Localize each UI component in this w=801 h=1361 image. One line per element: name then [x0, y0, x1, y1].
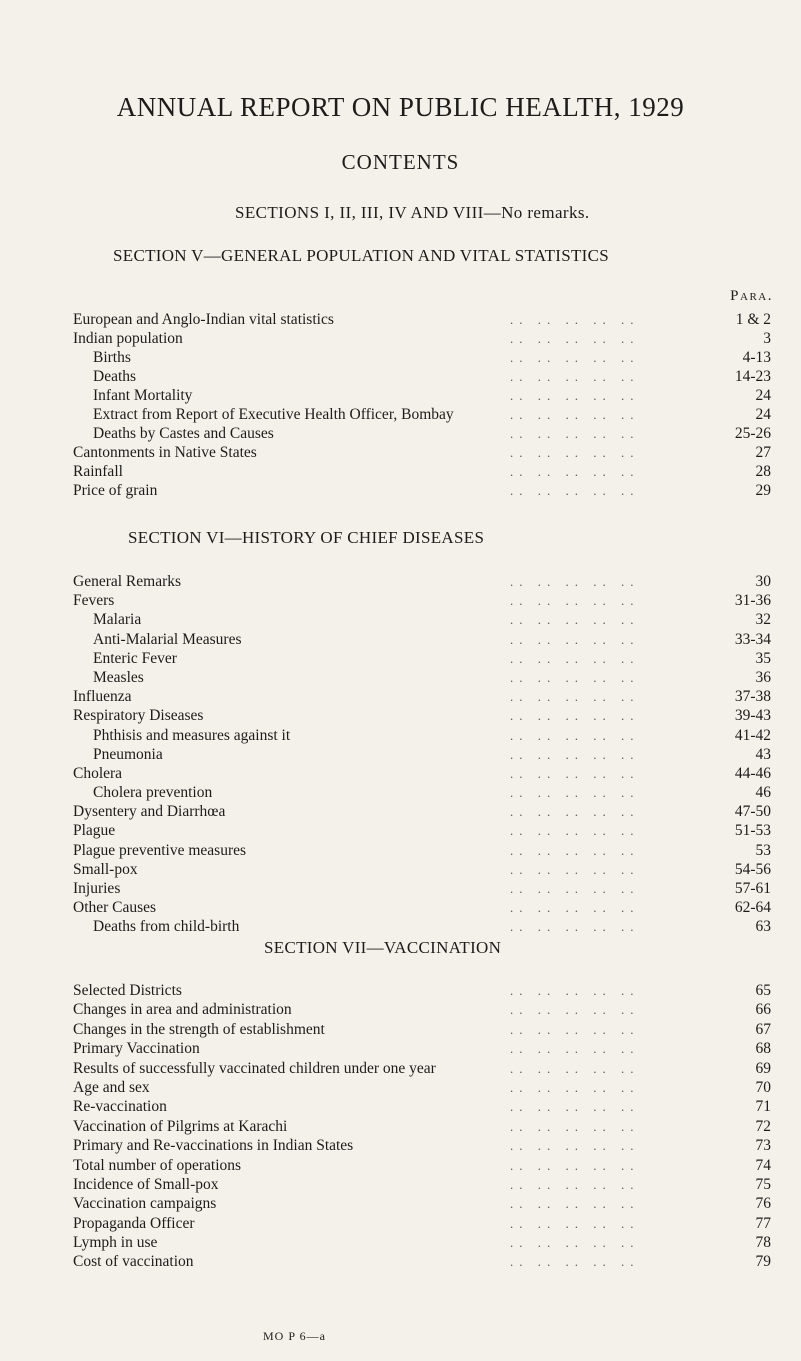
entry-label: Other Causes	[73, 899, 157, 917]
entry-label: Deaths	[93, 368, 137, 385]
entry-label: Plague preventive measures	[73, 841, 247, 859]
entry-label: Price of grain	[73, 482, 158, 499]
entry-para-number: 71	[755, 1098, 771, 1116]
sections-note: SECTIONS I, II, III, IV AND VIII—No remarks.	[235, 203, 590, 222]
entry-label: Primary Vaccination	[73, 1040, 200, 1058]
leader-dots: .. .. .. .. ..	[510, 574, 640, 589]
entry-para-number: 66	[755, 1001, 771, 1019]
entry-label: Extract from Report of Executive Health Officer, Bombay	[93, 406, 454, 423]
entry-para-number: 24	[755, 406, 771, 423]
entry-label: Re-vaccination	[73, 1098, 167, 1116]
entry-label: Measles	[93, 668, 144, 686]
entry-para-number: 41-42	[734, 726, 771, 744]
contents-entry	[0, 1039, 801, 1058]
leader-dots: .. .. .. .. ..	[510, 765, 640, 781]
leader-dots: .. .. .. .. ..	[510, 1138, 640, 1154]
contents-entry	[0, 802, 801, 821]
contents-entry	[0, 764, 801, 783]
leader-dots: .. .. .. .. ..	[510, 983, 640, 998]
contents-entry	[0, 726, 801, 745]
entry-label: Pneumonia	[93, 745, 163, 763]
entry-para-number: 24	[755, 387, 771, 404]
entry-label: General Remarks	[73, 573, 182, 590]
leader-dots: .. .. .. .. ..	[510, 900, 640, 916]
contents-entry	[0, 687, 801, 706]
entry-para-number: 75	[755, 1175, 771, 1193]
contents-entry	[0, 1175, 801, 1194]
contents-entry	[0, 1136, 801, 1155]
entry-label: Cantonments in Native States	[73, 444, 257, 461]
leader-dots: .. .. .. .. ..	[510, 1041, 640, 1057]
leader-dots: .. .. .. .. ..	[510, 1215, 640, 1231]
leader-dots: .. .. .. .. ..	[510, 1254, 640, 1270]
contents-entry	[0, 405, 801, 424]
leader-dots: .. .. .. .. ..	[510, 1021, 640, 1037]
leader-dots: .. .. .. .. ..	[510, 312, 640, 327]
entry-label: Vaccination of Pilgrims at Karachi	[73, 1117, 288, 1135]
entry-para-number: 29	[755, 482, 771, 499]
entry-label: Injuries	[73, 880, 121, 897]
contents-entry	[0, 917, 801, 936]
entry-para-number: 73	[755, 1137, 771, 1155]
leader-dots: .. .. .. .. ..	[510, 1157, 640, 1173]
entry-label: Deaths from child-birth	[93, 918, 240, 936]
entry-label: Plague	[73, 822, 116, 840]
entry-label: Births	[93, 349, 131, 366]
entry-para-number: 33-34	[734, 630, 771, 648]
entry-label: Results of successfully vaccinated children under one year	[73, 1059, 436, 1077]
entry-para-number: 79	[755, 1253, 771, 1271]
entry-para-number: 68	[755, 1040, 771, 1058]
leader-dots: .. .. .. .. ..	[510, 1176, 640, 1192]
contents-entry	[0, 329, 801, 348]
entry-para-number: 39-43	[734, 707, 771, 725]
leader-dots: .. .. .. .. ..	[510, 746, 640, 762]
entry-para-number: 54-56	[734, 860, 771, 878]
entry-label: Selected Districts	[73, 982, 182, 999]
entry-label: Anti-Malarial Measures	[93, 630, 242, 648]
entry-label: Indian population	[73, 330, 183, 347]
contents-entry	[0, 821, 801, 840]
entry-para-number: 36	[755, 668, 771, 686]
entry-para-number: 28	[755, 463, 771, 480]
entry-label: Total number of operations	[73, 1156, 242, 1174]
leader-dots: .. .. .. .. ..	[510, 919, 640, 935]
contents-entry	[0, 649, 801, 668]
entry-para-number: 62-64	[734, 899, 771, 917]
leader-dots: .. .. .. .. ..	[510, 669, 640, 685]
contents-entry	[0, 310, 801, 329]
entry-para-number: 14-23	[734, 368, 771, 385]
entry-label: Influenza	[73, 688, 132, 706]
entry-para-number: 27	[755, 444, 771, 461]
entry-para-number: 3	[763, 330, 771, 347]
contents-entry	[0, 1097, 801, 1116]
entry-para-number: 4-13	[742, 349, 771, 366]
contents-entry	[0, 1214, 801, 1233]
entry-label: Infant Mortality	[93, 387, 193, 404]
leader-dots: .. .. .. .. ..	[510, 407, 640, 422]
leader-dots: .. .. .. .. ..	[510, 708, 640, 724]
section-vi-heading: SECTION VI—HISTORY OF CHIEF DISEASES	[128, 528, 485, 547]
leader-dots: .. .. .. .. ..	[510, 369, 640, 384]
entry-label: Cholera prevention	[93, 784, 213, 802]
leader-dots: .. .. .. .. ..	[510, 804, 640, 820]
printer-footer: MO P 6—a	[263, 1329, 326, 1343]
entry-label: Vaccination campaigns	[73, 1195, 217, 1213]
contents-entry	[0, 1117, 801, 1136]
page-title: ANNUAL REPORT ON PUBLIC HEALTH, 1929	[116, 92, 685, 122]
contents-entry	[0, 443, 801, 462]
entry-para-number: 51-53	[734, 822, 771, 840]
leader-dots: .. .. .. .. ..	[510, 1118, 640, 1134]
entry-label: European and Anglo-Indian vital statistics	[73, 311, 334, 328]
leader-dots: .. .. .. .. ..	[510, 1099, 640, 1115]
entry-label: Malaria	[93, 611, 142, 629]
entry-para-number: 1 & 2	[735, 311, 771, 328]
leader-dots: .. .. .. .. ..	[510, 785, 640, 801]
section-v-heading: SECTION V—GENERAL POPULATION AND VITAL STATISTICS	[113, 246, 610, 265]
entry-para-number: 78	[755, 1234, 771, 1252]
contents-entry	[0, 348, 801, 367]
entry-para-number: 65	[755, 982, 771, 999]
entry-label: Fevers	[73, 592, 115, 610]
leader-dots: .. .. .. .. ..	[510, 1196, 640, 1212]
entry-para-number: 53	[755, 841, 771, 859]
entry-label: Respiratory Diseases	[73, 707, 204, 725]
entry-label: Changes in the strength of establishment	[73, 1020, 325, 1038]
entry-label: Dysentery and Diarrhœa	[73, 803, 226, 821]
leader-dots: .. .. .. .. ..	[510, 727, 640, 743]
contents-entry	[0, 1252, 801, 1271]
contents-entry	[0, 610, 801, 629]
para-column-label: Para.	[730, 288, 773, 304]
leader-dots: .. .. .. .. ..	[510, 464, 640, 479]
contents-entry	[0, 1078, 801, 1097]
contents-entry	[0, 1020, 801, 1039]
leader-dots: .. .. .. .. ..	[510, 861, 640, 877]
contents-entry	[0, 1156, 801, 1175]
leader-dots: .. .. .. .. ..	[510, 823, 640, 839]
entry-label: Cholera	[73, 764, 123, 782]
contents-entry	[0, 745, 801, 764]
leader-dots: .. .. .. .. ..	[510, 331, 640, 346]
leader-dots: .. .. .. .. ..	[510, 1060, 640, 1076]
section-vii-heading: SECTION VII—VACCINATION	[264, 938, 502, 957]
entry-label: Cost of vaccination	[73, 1253, 194, 1271]
entry-label: Propaganda Officer	[73, 1214, 195, 1232]
entry-para-number: 35	[755, 649, 771, 667]
entry-label: Rainfall	[73, 463, 123, 480]
leader-dots: .. .. .. .. ..	[510, 426, 640, 441]
section-vi-entries	[0, 572, 801, 937]
entry-label: Phthisis and measures against it	[93, 726, 291, 744]
contents-entry	[0, 1000, 801, 1019]
leader-dots: .. .. .. .. ..	[510, 1079, 640, 1095]
entry-para-number: 25-26	[734, 425, 771, 442]
contents-entry	[0, 879, 801, 898]
contents-entry	[0, 462, 801, 481]
entry-label: Deaths by Castes and Causes	[93, 425, 274, 442]
contents-entry	[0, 386, 801, 405]
contents-entry	[0, 367, 801, 386]
leader-dots: .. .. .. .. ..	[510, 388, 640, 403]
entry-para-number: 67	[755, 1020, 771, 1038]
entry-para-number: 77	[755, 1214, 771, 1232]
entry-label: Primary and Re-vaccinations in Indian States	[73, 1137, 354, 1155]
entry-para-number: 57-61	[734, 880, 771, 897]
entry-para-number: 47-50	[734, 803, 771, 821]
entry-para-number: 63	[755, 918, 771, 936]
entry-para-number: 44-46	[734, 764, 771, 782]
section-v-entries	[0, 310, 801, 500]
entry-label: Lymph in use	[73, 1234, 158, 1252]
contents-entry	[0, 783, 801, 802]
contents-entry	[0, 1059, 801, 1078]
entry-label: Changes in area and administration	[73, 1001, 292, 1019]
entry-label: Age and sex	[73, 1078, 150, 1096]
leader-dots: .. .. .. .. ..	[510, 842, 640, 858]
contents-entry	[0, 591, 801, 610]
entry-label: Small-pox	[73, 860, 138, 878]
leader-dots: .. .. .. .. ..	[510, 1002, 640, 1018]
contents-entry	[0, 841, 801, 860]
entry-para-number: 69	[755, 1059, 771, 1077]
entry-label: Enteric Fever	[93, 649, 177, 667]
entry-para-number: 70	[755, 1078, 771, 1096]
leader-dots: .. .. .. .. ..	[510, 689, 640, 705]
entry-para-number: 46	[755, 784, 771, 802]
contents-entry	[0, 981, 801, 1000]
contents-entry	[0, 572, 801, 591]
contents-entry	[0, 1194, 801, 1213]
contents-entry	[0, 630, 801, 649]
leader-dots: .. .. .. .. ..	[510, 650, 640, 666]
leader-dots: .. .. .. .. ..	[510, 631, 640, 647]
entry-para-number: 30	[755, 573, 771, 590]
entry-para-number: 74	[755, 1156, 771, 1174]
entry-para-number: 72	[755, 1117, 771, 1135]
leader-dots: .. .. .. .. ..	[510, 483, 640, 498]
contents-entry	[0, 424, 801, 443]
entry-para-number: 37-38	[734, 688, 771, 706]
entry-label: Incidence of Small-pox	[73, 1175, 219, 1193]
entry-para-number: 76	[755, 1195, 771, 1213]
contents-entry	[0, 860, 801, 879]
leader-dots: .. .. .. .. ..	[510, 350, 640, 365]
contents-entry	[0, 481, 801, 500]
leader-dots: .. .. .. .. ..	[510, 612, 640, 628]
contents-entry	[0, 1233, 801, 1252]
section-vii-entries	[0, 981, 801, 1272]
entry-para-number: 31-36	[734, 592, 771, 610]
entry-para-number: 43	[755, 745, 771, 763]
entry-para-number: 32	[755, 611, 771, 629]
leader-dots: .. .. .. .. ..	[510, 881, 640, 896]
contents-entry	[0, 706, 801, 725]
contents-entry	[0, 898, 801, 917]
leader-dots: .. .. .. .. ..	[510, 1235, 640, 1251]
contents-heading: CONTENTS	[341, 150, 460, 174]
leader-dots: .. .. .. .. ..	[510, 445, 640, 460]
contents-entry	[0, 668, 801, 687]
leader-dots: .. .. .. .. ..	[510, 593, 640, 609]
